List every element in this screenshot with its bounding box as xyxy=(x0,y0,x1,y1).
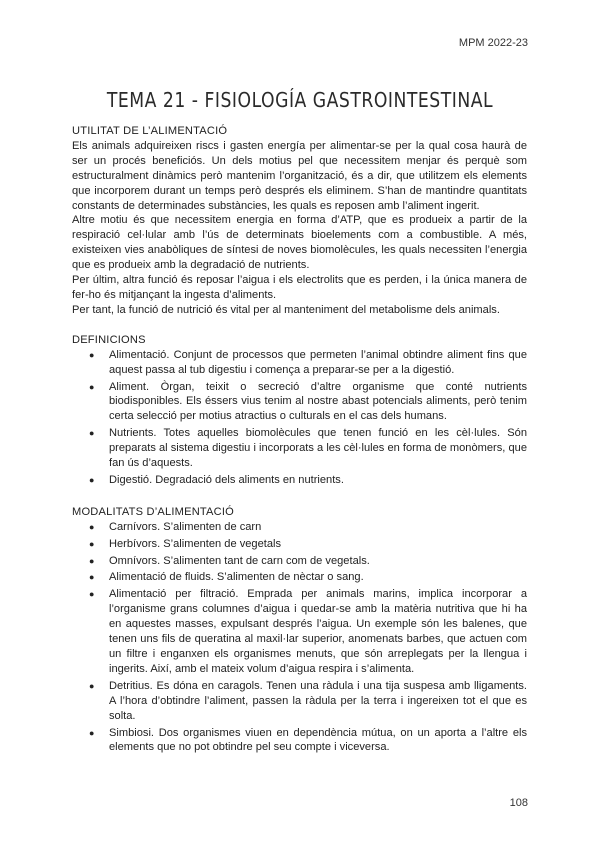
list-item-text: Alimentació de fluids. S’alimenten de nèctar o sang. xyxy=(109,571,364,584)
list-item xyxy=(89,726,527,756)
list-item-text: Aliment. Òrgan, teixit o secreció d’altre organisme que conté nutrients biodisponibles. Els éssers vius tenim al nostre abast potencials aliments, però tenim certa selecció per motius atractius o culturals en el cas dels humans. xyxy=(109,380,527,423)
list-item xyxy=(89,554,527,569)
list-item xyxy=(89,348,527,378)
list-item-text: Omnívors. S’alimenten tant de carn com de vegetals. xyxy=(109,554,370,567)
list-item xyxy=(89,587,527,676)
list-item-text: Alimentació. Conjunt de processos que permeten l’animal obtindre aliment fins que aquest passa al tub digestiu i comença a preparar-se per a la digestió. xyxy=(109,348,527,376)
definitions-list xyxy=(72,348,527,488)
document-body xyxy=(72,124,527,757)
list-item xyxy=(89,473,527,488)
list-item xyxy=(89,520,527,535)
page-number: 108 xyxy=(509,797,528,809)
page-title: TEMA 21 - FISIOLOGÍA GASTROINTESTINAL xyxy=(106,87,494,112)
bullet-icon: ● xyxy=(89,349,95,360)
bullet-icon: ● xyxy=(89,381,95,392)
bullet-icon: ● xyxy=(89,727,95,738)
list-item xyxy=(89,426,527,471)
list-item-text: Simbiosi. Dos organismes viuen en dependència mútua, on un aporta a l’altre els elements que no pot obtindre pel seu compte i viceversa. xyxy=(109,726,527,754)
section-spacer xyxy=(72,490,527,505)
bullet-icon: ● xyxy=(89,474,95,485)
paragraph: Per últim, altra funció és reposar l’aigua i els electrolits que es perden, i la única manera de fer-ho és mitjançant la ingesta d’aliments. xyxy=(72,274,527,301)
list-item-text: Detritius. Es dóna en caragols. Tenen una ràdula i una tija suspesa amb lligaments. A l’hora d’obtindre l’aliment, passen la ràdula per la terra i ingereixen tot el que es solta. xyxy=(109,679,527,722)
list-item-text: Herbívors. S’alimenten de vegetals xyxy=(109,537,282,550)
list-item-text: Nutrients. Totes aquelles biomolècules que tenen funció en les cèl·lules. Són preparats al sistema digestiu i incorporats a les cèl·lules en forma de monòmers, que fan ús d’aquests. xyxy=(109,427,527,470)
paragraph: Els animals adquireixen riscs i gasten energía per alimentar-se per la qual cosa haurà de ser un procés beneficiós. Un dels motius pel que necessitem menjar és perquè som estructuralment dinàmics però mantenim l’organització, és a dir, que utilitzem els elements que incorporem durant un temps però després els eliminem. S’han de mantindre quantitats constants de determinades substàncies, les quals es reposen amb l’aliment ingerit. xyxy=(72,139,527,212)
list-item-text: Alimentació per filtració. Emprada per animals marins, implica incorporar a l’organisme grans columnes d’aigua i quedar-se amb la matèria nutritiva que hi ha en aquestes masses, expulsant després l’aigua. Un exemple són les balenes, que tenen uns fils de queratina al maxil·lar superior, anomenats barbes, que actuen com un filtre i enganxen els organismes menuts, que són arreplegats per la llengua i ingerits. Així, amb el mateix volum d’aigua respira i s’alimenta. xyxy=(109,588,527,675)
bullet-icon: ● xyxy=(89,538,95,549)
list-item xyxy=(89,380,527,425)
list-item-text: Digestió. Degradació dels aliments en nutrients. xyxy=(109,473,344,486)
section-heading-definicions: DEFINICIONS xyxy=(72,333,146,346)
bullet-icon: ● xyxy=(89,428,95,439)
list-item xyxy=(89,570,527,585)
bullet-icon: ● xyxy=(89,555,95,566)
bullet-icon: ● xyxy=(89,680,95,691)
section-spacer xyxy=(72,318,527,333)
bullet-icon: ● xyxy=(89,572,95,583)
list-item xyxy=(89,537,527,552)
bullet-icon: ● xyxy=(89,521,95,532)
list-item-text: Carnívors. S’alimenten de carn xyxy=(109,520,262,533)
list-item xyxy=(89,679,527,724)
course-header: MPM 2022-23 xyxy=(458,37,528,49)
section-heading-modalitats: MODALITATS D’ALIMENTACIÓ xyxy=(72,505,234,518)
paragraph: Per tant, la funció de nutrició és vital per al manteniment del metabolisme dels animals. xyxy=(72,303,500,316)
section-heading-utilitat: UTILITAT DE L’ALIMENTACIÓ xyxy=(72,125,228,137)
bullet-icon: ● xyxy=(89,589,95,600)
feeding-modes-list xyxy=(72,520,527,756)
paragraph: Altre motiu és que necessitem energia en forma d’ATP, que es produeix a partir de la respiració cel·lular amb l’ús de determinats bioelements com a combustible. A més, existeixen vies anabòliques de síntesi de noves biomolècules, les quals necessiten l’energia que es produeix amb la degradació de nutrients. xyxy=(72,214,527,272)
